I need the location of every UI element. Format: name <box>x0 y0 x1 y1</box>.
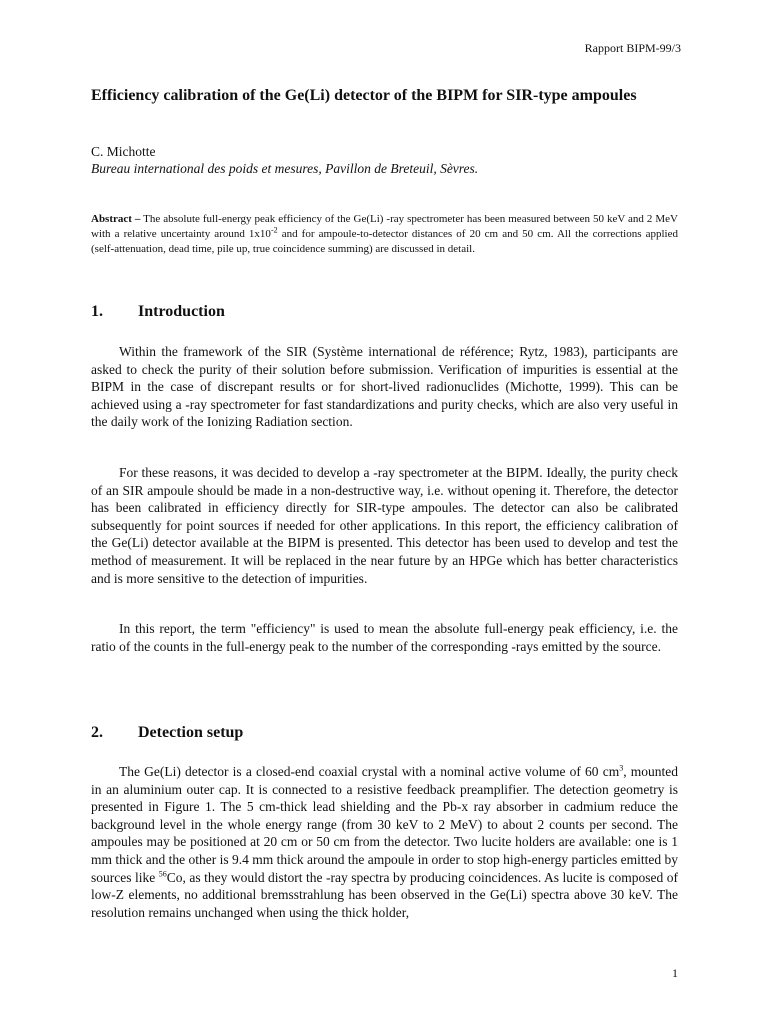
section-title: Detection setup <box>138 724 244 741</box>
section-number: 1. <box>91 303 103 320</box>
section-heading-detection-setup <box>91 724 243 742</box>
page-number: 1 <box>672 966 678 980</box>
paragraph <box>91 763 678 921</box>
abstract <box>91 212 678 257</box>
report-id: Rapport BIPM-99/3 <box>584 41 681 55</box>
author-affiliation: Bureau international des poids et mesures, Pavillon de Breteuil, Sèvres. <box>91 161 479 176</box>
paragraph-text: Co, as they would distort the -ray spectra by producing coincidences. As lucite is composed of low-Z elements, no additional bremsstrahlung has been observed in the Ge(Li) spectra above 30 keV. The resolution remains unchanged when using the thick holder, <box>91 869 678 920</box>
section-number: 2. <box>91 724 103 741</box>
superscript: 56 <box>158 869 167 879</box>
paragraph: For these reasons, it was decided to develop a -ray spectrometer at the BIPM. Ideally, the purity check of an SIR ampoule should be made in a non-destructive way, i.e. without opening it. Therefore, the detector has been calibrated in efficiency directly for SIR-type ampoules. The detector can also be calibrated subsequently for point sources if needed for other applications. In this report, the efficiency calibration of the Ge(Li) detector available at the BIPM is presented. This detector has been used to develop and test the method of measurement. It will be replaced in the near future by an HPGe which has better characteristics and is more sensitive to the detection of impurities. <box>91 465 678 586</box>
section-heading-introduction <box>91 303 225 321</box>
abstract-exponent: -2 <box>270 225 278 235</box>
abstract-text-2: and for ampoule-to-detector distances of 20 cm and 50 cm. All the corrections applied (self-attenuation, dead time, pile up, true coincidence summing) are discussed in detail. <box>91 228 678 255</box>
paragraph: Within the framework of the SIR (Système international de référence; Rytz, 1983), participants are asked to check the purity of their solution before submission. Verification of impurities is essential at the BIPM in the case of discrepant results or for short-lived radionuclides (Michotte, 1999). This can be achieved using a -ray spectrometer for fast standardizations and purity checks, which are also very useful in the daily work of the Ionizing Radiation section. <box>91 344 678 430</box>
author-name: C. Michotte <box>91 144 156 159</box>
abstract-text-1: The absolute full-energy peak efficiency of the Ge(Li) -ray spectrometer has been measured between 50 keV and 2 MeV with a relative uncertainty around 1x10 <box>91 213 678 240</box>
section-title: Introduction <box>138 303 225 320</box>
abstract-label: Abstract – <box>91 213 141 225</box>
paragraph-text: The Ge(Li) detector is a closed-end coaxial crystal with a nominal active volume of 60 cm <box>119 764 620 779</box>
paragraph: In this report, the term "efficiency" is used to mean the absolute full-energy peak efficiency, i.e. the ratio of the counts in the full-energy peak to the number of the corresponding -rays emitted by the source. <box>91 621 678 654</box>
paper-title: Efficiency calibration of the Ge(Li) detector of the BIPM for SIR-type ampoules <box>91 87 637 104</box>
paragraph-text: , mounted in an aluminium outer cap. It is connected to a resistive feedback preamplifier. The detection geometry is presented in Figure 1. The 5 cm-thick lead shielding and the Pb-x ray absorber in cadmium reduce the background level in the whole energy range (from 30 keV to 2 MeV) to about 2 counts per second. The ampoules may be positioned at 20 cm or 50 cm from the detector. Two lucite holders are available: one is 1 mm thick and the other is 9.4 mm thick around the ampoule in order to stop high-energy particles emitted by sources like <box>91 764 678 885</box>
superscript: 3 <box>619 763 624 773</box>
